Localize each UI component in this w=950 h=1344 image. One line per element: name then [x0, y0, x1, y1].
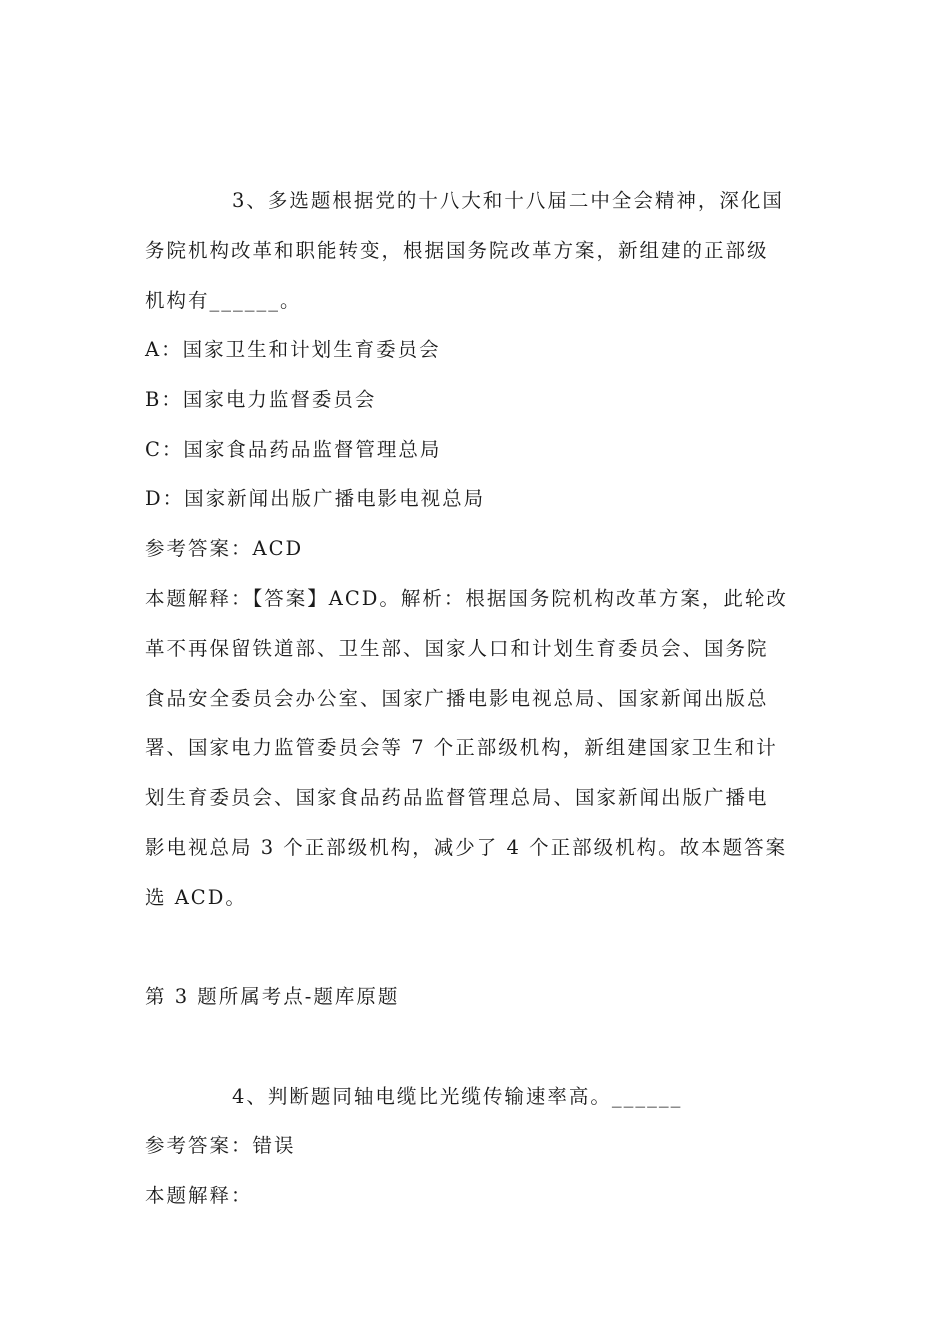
question-4-stem: 4、判断题同轴电缆比光缆传输速率高。______ — [232, 1085, 683, 1108]
question-3-explanation-line-2: 革不再保留铁道部、卫生部、国家人口和计划生育委员会、国务院 — [145, 637, 769, 660]
option-b: B：国家电力监督委员会 — [145, 388, 377, 411]
question-4-explanation: 本题解释： — [145, 1184, 253, 1207]
option-c: C：国家食品药品监督管理总局 — [145, 438, 442, 461]
question-3-explanation-line-3: 食品安全委员会办公室、国家广播电影电视总局、国家新闻出版总 — [145, 687, 769, 710]
option-a: A：国家卫生和计划生育委员会 — [145, 338, 441, 361]
question-3-explanation-line-4: 署、国家电力监管委员会等 7 个正部级机构，新组建国家卫生和计 — [145, 736, 778, 759]
question-4-answer: 参考答案：错误 — [145, 1134, 296, 1157]
question-3-explanation-line-6: 影电视总局 3 个正部级机构，减少了 4 个正部级机构。故本题答案 — [145, 836, 788, 859]
question-3-stem-line-3: 机构有______。 — [145, 289, 302, 312]
question-3-explanation-line-7: 选 ACD。 — [145, 886, 247, 909]
option-d: D：国家新闻出版广播电影电视总局 — [145, 487, 486, 510]
question-3-explanation-line-1: 本题解释：【答案】ACD。解析：根据国务院机构改革方案，此轮改 — [145, 587, 788, 610]
question-3-answer: 参考答案：ACD — [145, 537, 304, 560]
question-3-explanation-line-5: 划生育委员会、国家食品药品监督管理总局、国家新闻出版广播电 — [145, 786, 769, 809]
question-3-stem-line-1: 3、多选题根据党的十八大和十八届二中全会精神，深化国 — [232, 189, 784, 212]
question-3-knowledge-point: 第 3 题所属考点-题库原题 — [145, 985, 400, 1008]
question-3-stem-line-2: 务院机构改革和职能转变，根据国务院改革方案，新组建的正部级 — [145, 239, 769, 262]
